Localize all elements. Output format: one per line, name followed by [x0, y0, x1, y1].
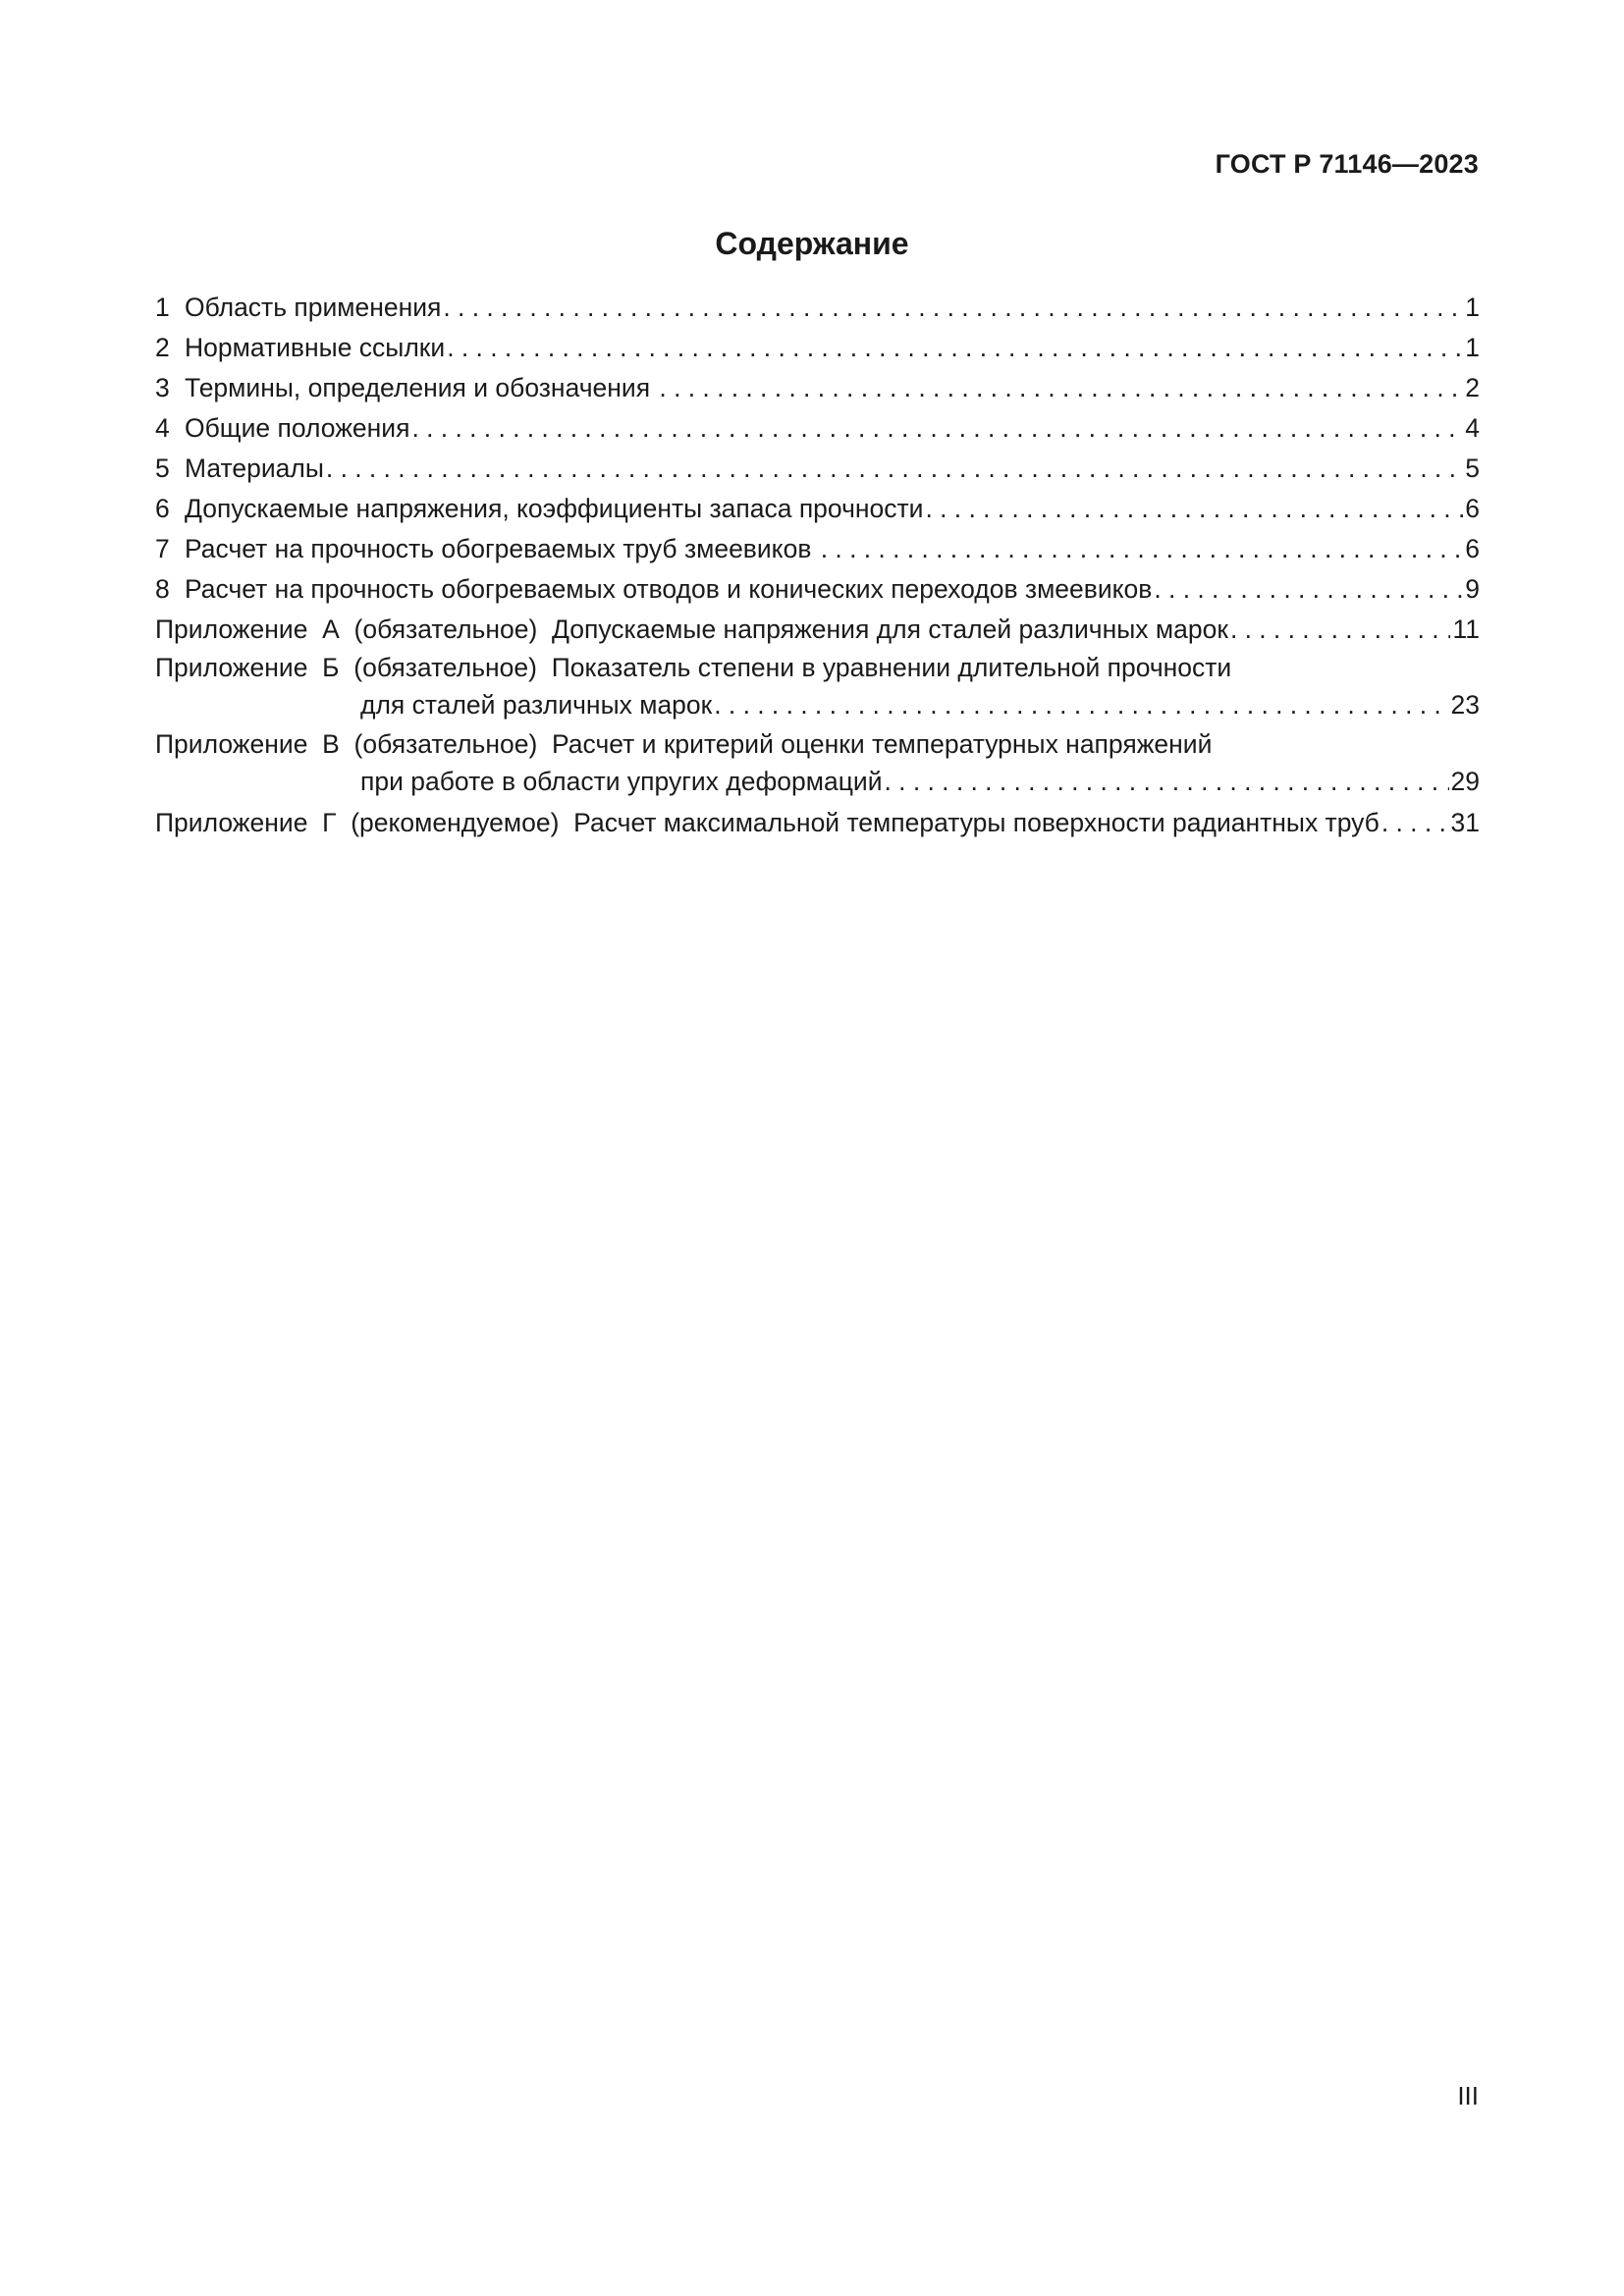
toc-entry-number: 3 [155, 373, 170, 402]
toc-entry-page: 1 [1465, 293, 1480, 322]
toc-entry-page: 2 [1465, 373, 1480, 402]
footer-page-number: III [1457, 2081, 1479, 2110]
toc-dot-leader [411, 408, 1463, 449]
toc-entry-2[interactable] [155, 328, 1480, 368]
toc-appendix-title: Показатель степени в уравнении длительной прочности [551, 653, 1232, 682]
toc-entry-title: Область применения [185, 293, 442, 322]
toc-entry-number: 5 [155, 454, 170, 483]
toc-appendix-b-continuation[interactable] [155, 686, 1480, 723]
toc-entry-title: Расчет на прочность обогреваемых труб змеевиков [185, 534, 819, 563]
toc-entry-page: 6 [1465, 534, 1480, 563]
toc-appendix-b[interactable] [155, 650, 1480, 686]
toc-entry-number: 7 [155, 534, 170, 563]
toc-appendix-label: Приложение А (обязательное) [155, 614, 552, 644]
toc-entry-title: Термины, определения и обозначения [185, 373, 658, 402]
toc-entry-title: Нормативные ссылки [185, 333, 446, 362]
header-standard-code: ГОСТ Р 71146—2023 [1215, 149, 1479, 179]
toc-entry-title: Материалы [185, 454, 324, 483]
toc-title: Содержание [715, 226, 909, 261]
toc-entry-1[interactable] [155, 288, 1480, 328]
toc-dot-leader [925, 489, 1463, 529]
toc-appendix-v[interactable] [155, 726, 1480, 763]
toc-appendix-label: Приложение Б (обязательное) [155, 653, 552, 682]
toc-entry-page: 23 [1450, 690, 1480, 720]
toc-appendix-title: Допускаемые напряжения для сталей различных марок [552, 614, 1228, 644]
toc-entry-page: 31 [1450, 808, 1480, 837]
toc-dot-leader [659, 368, 1463, 408]
toc-dot-leader [714, 686, 1448, 723]
toc-dot-leader [1381, 803, 1449, 843]
toc-entry-page: 4 [1465, 413, 1480, 443]
toc-dot-leader [1154, 569, 1463, 610]
toc-entry-number: 4 [155, 413, 170, 443]
toc-dot-leader [885, 763, 1449, 800]
toc-appendix-title: Расчет и критерий оценки температурных напряжений [552, 729, 1213, 759]
toc-entry-number: 1 [155, 293, 170, 322]
toc-appendix-label: Приложение В (обязательное) [155, 729, 552, 759]
toc-dot-leader [447, 328, 1463, 368]
toc-appendix-g[interactable] [155, 803, 1480, 843]
toc-entry-8[interactable] [155, 569, 1480, 610]
toc-entry-page: 6 [1465, 494, 1480, 523]
toc-dot-leader [443, 288, 1463, 328]
toc-entry-title: Общие положения [185, 413, 410, 443]
toc-dot-leader [1230, 610, 1451, 650]
table-of-contents [155, 288, 1480, 843]
toc-appendix-v-continuation[interactable] [155, 763, 1480, 800]
toc-entry-page: 5 [1465, 454, 1480, 483]
toc-entry-number: 2 [155, 333, 170, 362]
toc-entry-number: 6 [155, 494, 170, 523]
toc-entry-title: Расчет на прочность обогреваемых отводов и конических переходов змеевиков [185, 574, 1153, 604]
toc-entry-3[interactable] [155, 368, 1480, 408]
toc-entry-6[interactable] [155, 489, 1480, 529]
toc-entry-4[interactable] [155, 408, 1480, 449]
toc-entry-page: 1 [1465, 333, 1480, 362]
toc-entry-5[interactable] [155, 449, 1480, 489]
toc-entry-page: 29 [1450, 767, 1480, 796]
toc-entry-page: 9 [1465, 574, 1480, 604]
toc-appendix-label: Приложение Г (рекомендуемое) [155, 808, 574, 837]
toc-entry-title: Допускаемые напряжения, коэффициенты запаса прочности [185, 494, 924, 523]
toc-entry-7[interactable] [155, 529, 1480, 569]
toc-dot-leader [821, 529, 1463, 569]
toc-appendix-title-continuation: для сталей различных марок [360, 690, 713, 720]
toc-appendix-title: Расчет максимальной температуры поверхности радиантных труб [573, 808, 1380, 837]
toc-appendix-title-continuation: при работе в области упругих деформаций [360, 767, 883, 796]
toc-dot-leader [326, 449, 1463, 489]
toc-entry-page: 11 [1452, 614, 1480, 644]
toc-appendix-a[interactable] [155, 610, 1480, 650]
toc-entry-number: 8 [155, 574, 170, 604]
